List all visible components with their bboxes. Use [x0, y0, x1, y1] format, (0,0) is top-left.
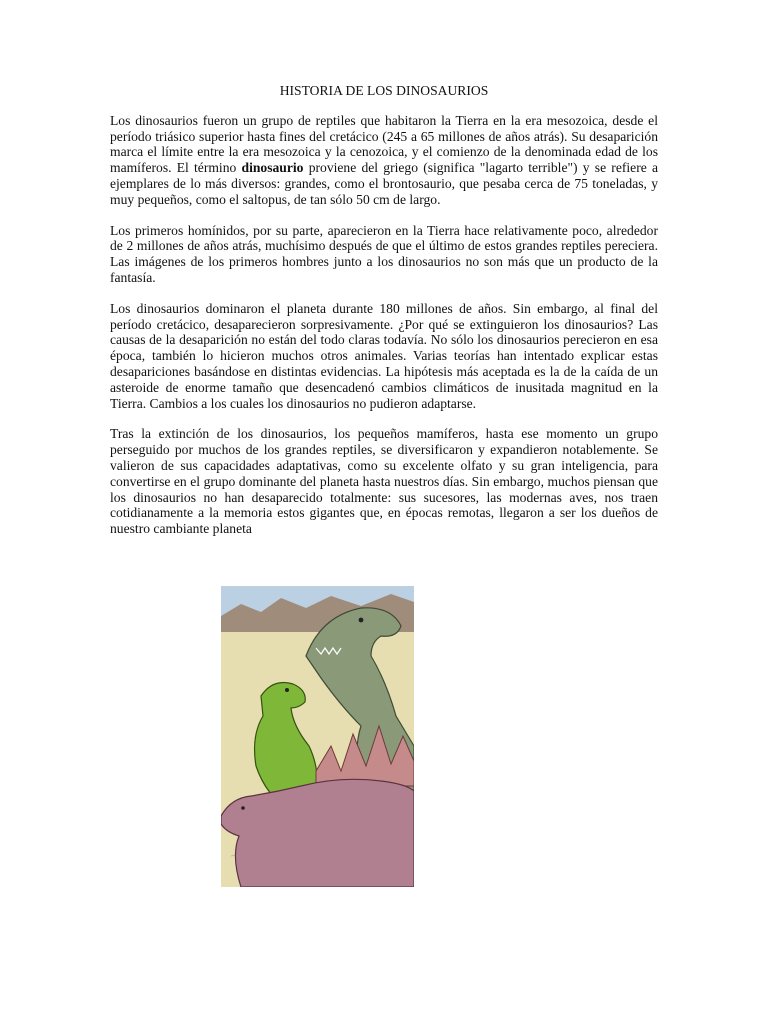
- document-title: HISTORIA DE LOS DINOSAURIOS: [279, 83, 489, 98]
- paragraph-1-text-before: Los dinosaurios fueron un grupo de reptiles que habitaron la Tierra en la era mesozoica, desde el período triásico superior hasta fines del cretácico (245 a 65 millones de años atrás). Su desaparición marca el límite entre la era mesozoica y la cenozoica, y el comienzo de la denominada edad de los mamíferos. El término: [110, 112, 658, 176]
- green-dinosaur-eye: [285, 688, 289, 692]
- dinosaurs-illustration-svg: [221, 586, 414, 887]
- paragraph-2: Los primeros homínidos, por su parte, aparecieron en la Tierra hace relativamente poco, alrededor de 2 millones de años atrás, muchísimo después de que el último de estos grandes reptiles pereciera. Las imágenes de los primeros hombres junto a los dinosaurios no son más que un producto de la fantasía.: [110, 222, 658, 285]
- paragraph-4: Tras la extinción de los dinosaurios, los pequeños mamíferos, hasta ese momento un grupo perseguido por muchos de los grandes reptiles, se diversificaron y expandieron notablemente. Se valieron de sus capacidades adaptativas, como su excelente olfato y su gran inteligencia, para convertirse en el grupo dominante del planeta hasta nuestros días. Sin embargo, muchos piensan que los dinosaurios no han desaparecido totalmente: sus sucesores, las modernas aves, nos traen cotidianamente a la memoria estos gigantes que, en épocas remotas, llegaron a ser los dueños de nuestro cambiante planeta: [110, 426, 658, 537]
- dinosaurs-illustration: [221, 586, 414, 887]
- paragraph-1-text-after: proviene del griego (significa "lagarto terrible") y se refiere a ejemplares de lo más diversos: grandes, como el brontosaurio, que pesaba cerca de 75 toneladas, y muy pequeños, como el saltopus, de tan sólo 50 cm de largo.: [110, 160, 659, 207]
- document-body: [110, 83, 658, 552]
- paragraph-1-bold-term: dinosaurio: [241, 160, 304, 176]
- trex-eye: [359, 618, 364, 623]
- stegosaurus-eye: [241, 806, 245, 810]
- paragraph-3: Los dinosaurios dominaron el planeta durante 180 millones de años. Sin embargo, al final del período cretácico, desaparecieron sorpresivamente. ¿Por qué se extinguieron los dinosaurios? Las causas de la desaparición no están del todo claras todavía. No sólo los dinosaurios perecieron en esa época, también lo hicieron muchos otros animales. Varias teorías han intentado explicar estas desapariciones basándose en distintas evidencias. La hipótesis más aceptada es la de la caída de un asteroide de enorme tamaño que desencadenó cambios climáticos de inusitada magnitud en la Tierra. Cambios a los cuales los dinosaurios no pudieron adaptarse.: [110, 300, 658, 411]
- paragraph-1: [110, 113, 658, 208]
